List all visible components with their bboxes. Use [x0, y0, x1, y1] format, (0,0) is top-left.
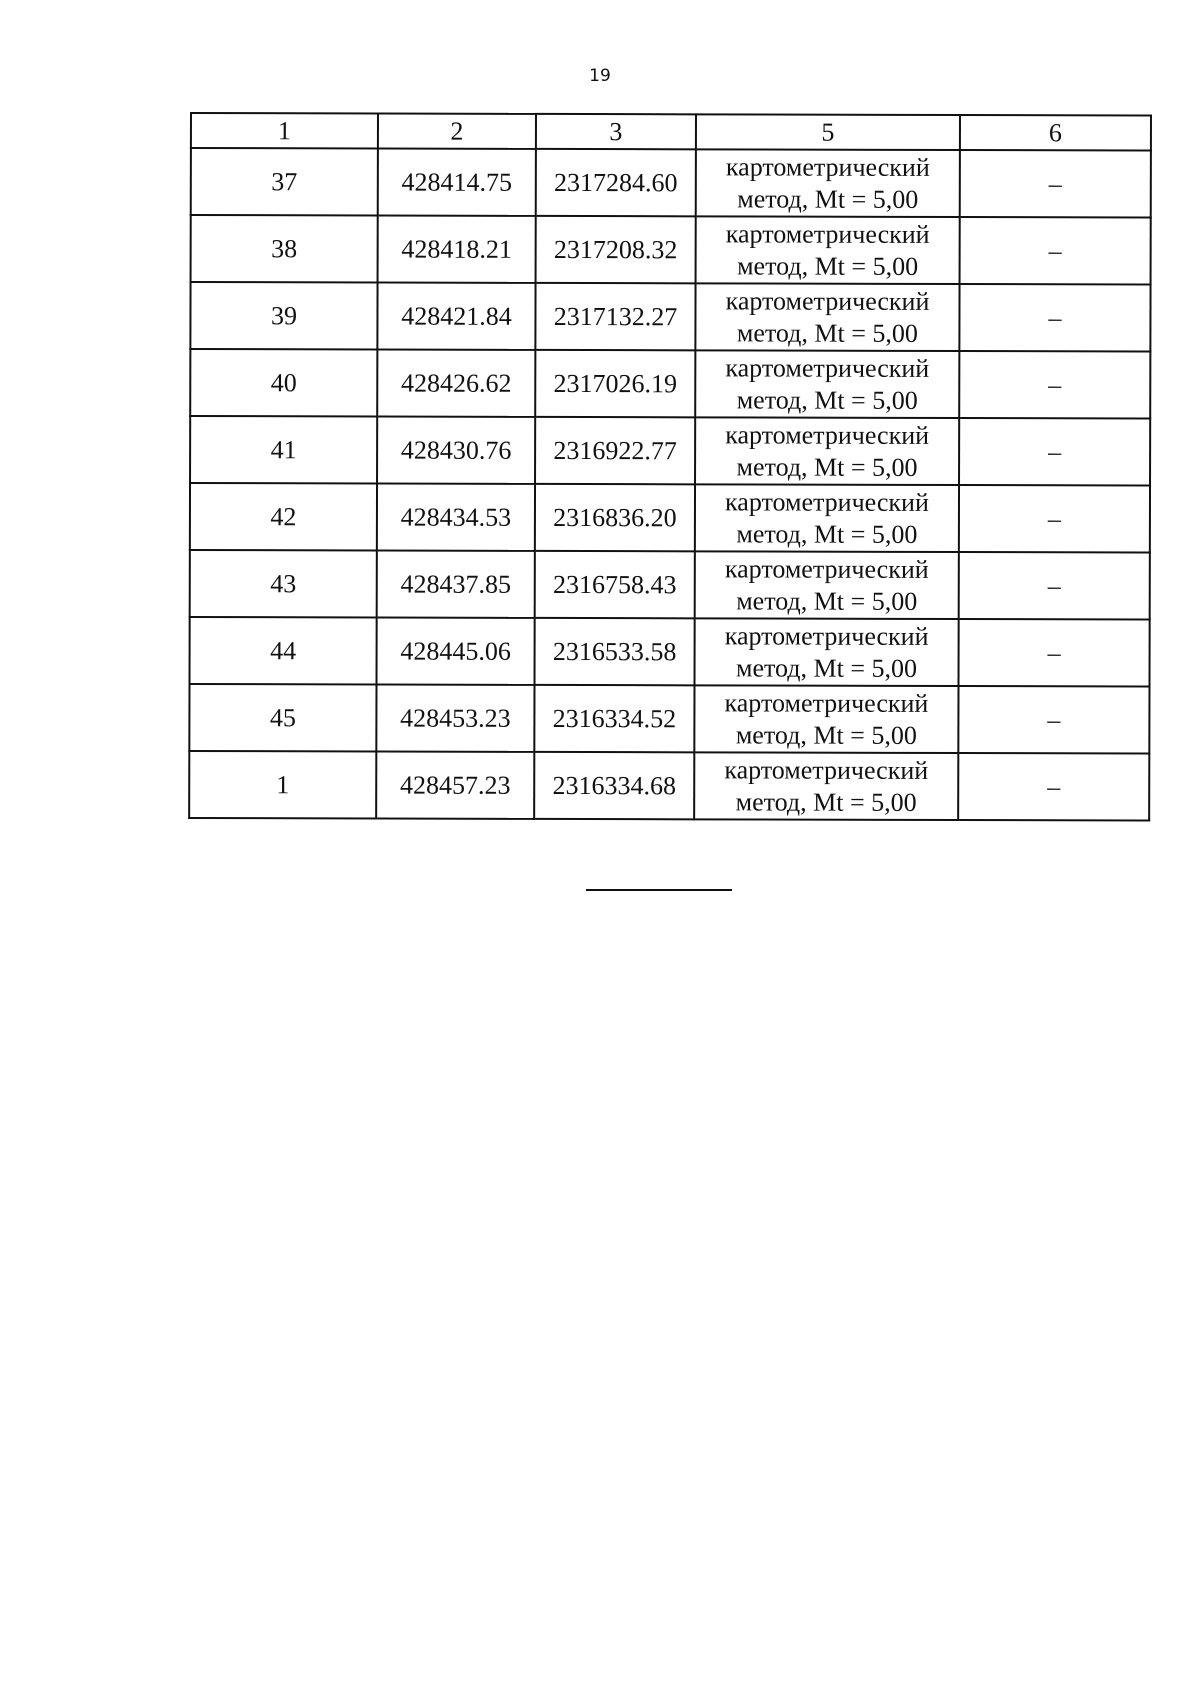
page-number: 19 — [589, 66, 611, 86]
method-line-2: метод, Mt = 5,00 — [736, 585, 918, 616]
table-row — [189, 751, 1149, 821]
point-number-cell: 41 — [190, 416, 377, 483]
method-line-1: картометрический — [725, 151, 930, 182]
coordinates-table-container — [188, 112, 1150, 822]
point-number-cell: 45 — [189, 684, 376, 751]
method-cell — [696, 216, 960, 284]
header-col-5: 5 — [696, 114, 960, 150]
coordinates-table — [188, 112, 1152, 822]
method-line-2: метод, Mt = 5,00 — [736, 518, 918, 549]
table-row — [190, 416, 1150, 486]
method-line-2: метод, Mt = 5,00 — [735, 719, 917, 750]
point-number-cell: 42 — [190, 483, 377, 550]
table-row — [191, 215, 1151, 285]
y-coordinate-cell: 2317026.19 — [535, 350, 695, 417]
column-6-cell: – — [959, 284, 1150, 351]
method-line-2: метод, Mt = 5,00 — [737, 250, 919, 281]
table-row — [189, 684, 1149, 754]
method-cell — [694, 752, 958, 820]
x-coordinate-cell: 428434.53 — [377, 483, 535, 550]
method-line-1: картометрический — [725, 218, 930, 249]
method-line-1: картометрический — [725, 352, 930, 383]
y-coordinate-cell: 2317132.27 — [535, 283, 695, 350]
method-line-2: метод, Mt = 5,00 — [736, 652, 918, 683]
method-line-1: картометрический — [725, 419, 930, 450]
method-cell — [695, 350, 959, 418]
method-line-2: метод, Mt = 5,00 — [736, 317, 918, 348]
y-coordinate-cell: 2316758.43 — [535, 551, 695, 618]
method-line-1: картометрический — [725, 285, 930, 316]
method-line-2: метод, Mt = 5,00 — [735, 786, 917, 817]
header-col-2: 2 — [378, 113, 536, 148]
method-cell — [695, 484, 959, 552]
y-coordinate-cell: 2316334.52 — [534, 685, 694, 752]
y-coordinate-cell: 2316334.68 — [534, 752, 694, 819]
y-coordinate-cell: 2317208.32 — [536, 216, 696, 283]
column-6-cell: – — [958, 686, 1149, 753]
point-number-cell: 39 — [190, 282, 377, 349]
method-cell — [696, 149, 960, 217]
point-number-cell: 43 — [190, 550, 377, 617]
x-coordinate-cell: 428414.75 — [378, 148, 536, 215]
x-coordinate-cell: 428418.21 — [378, 215, 536, 282]
table-header-row — [191, 113, 1151, 151]
column-6-cell: – — [958, 619, 1149, 686]
x-coordinate-cell: 428426.62 — [377, 349, 535, 416]
y-coordinate-cell: 2316836.20 — [535, 484, 695, 551]
y-coordinate-cell: 2317284.60 — [536, 149, 696, 216]
method-line-2: метод, Mt = 5,00 — [737, 183, 919, 214]
method-cell — [695, 417, 959, 485]
table-row — [190, 550, 1150, 620]
column-6-cell: – — [959, 351, 1150, 418]
method-line-1: картометрический — [725, 486, 929, 517]
header-col-1: 1 — [191, 113, 378, 148]
y-coordinate-cell: 2316922.77 — [535, 417, 695, 484]
header-col-3: 3 — [536, 114, 696, 149]
x-coordinate-cell: 428430.76 — [377, 416, 535, 483]
table-row — [191, 148, 1151, 218]
method-line-1: картометрический — [724, 553, 929, 584]
method-cell — [695, 283, 959, 351]
header-col-6: 6 — [960, 115, 1151, 150]
method-line-2: метод, Mt = 5,00 — [736, 451, 918, 482]
end-of-table-divider — [586, 889, 732, 891]
x-coordinate-cell: 428453.23 — [376, 684, 534, 751]
method-line-2: метод, Mt = 5,00 — [736, 384, 918, 415]
x-coordinate-cell: 428437.85 — [377, 550, 535, 617]
method-line-1: картометрический — [724, 620, 929, 651]
column-6-cell: – — [959, 485, 1150, 552]
column-6-cell: – — [959, 418, 1150, 485]
table-row — [190, 282, 1150, 352]
x-coordinate-cell: 428445.06 — [377, 617, 535, 684]
y-coordinate-cell: 2316533.58 — [535, 618, 695, 685]
method-line-1: картометрический — [724, 687, 929, 718]
point-number-cell: 38 — [191, 215, 378, 282]
table-row — [190, 483, 1150, 553]
method-cell — [694, 685, 958, 753]
method-cell — [695, 618, 959, 686]
x-coordinate-cell: 428457.23 — [376, 751, 534, 818]
table-row — [190, 617, 1150, 687]
column-6-cell: – — [958, 753, 1149, 820]
point-number-cell: 44 — [190, 617, 377, 684]
column-6-cell: – — [960, 217, 1151, 284]
point-number-cell: 1 — [189, 751, 376, 818]
column-6-cell: – — [960, 150, 1151, 217]
point-number-cell: 37 — [191, 148, 378, 215]
method-line-1: картометрический — [724, 754, 929, 785]
point-number-cell: 40 — [190, 349, 377, 416]
x-coordinate-cell: 428421.84 — [377, 282, 535, 349]
method-cell — [695, 551, 959, 619]
table-row — [190, 349, 1150, 419]
column-6-cell: – — [959, 552, 1150, 619]
